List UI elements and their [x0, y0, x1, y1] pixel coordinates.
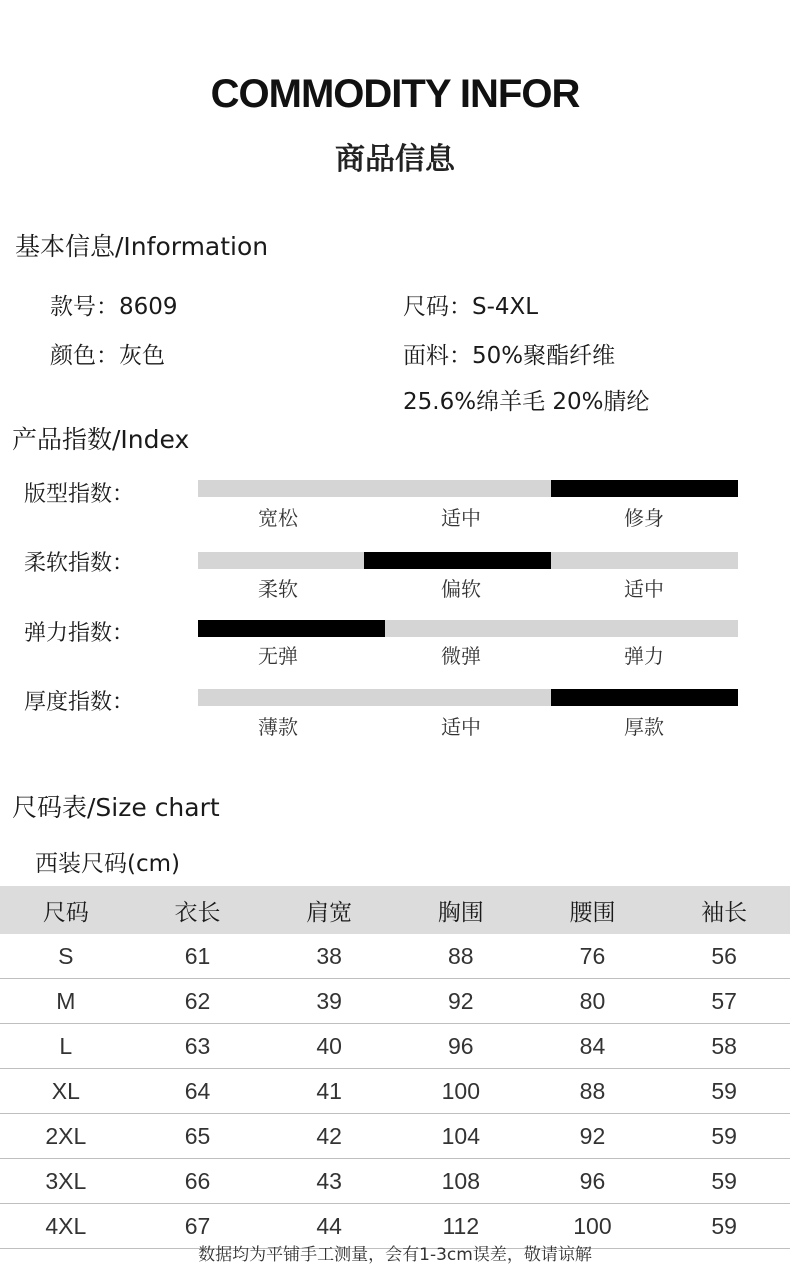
- measurement-footnote: 数据均为平铺手工测量，会有1-3cm误差，敬请谅解: [198, 1245, 592, 1265]
- table-cell: 59: [658, 1069, 790, 1114]
- index-bar-selected: [551, 689, 738, 706]
- column-header: 尺码: [0, 886, 132, 934]
- table-cell: 64: [132, 1069, 264, 1114]
- table-cell: S: [0, 934, 132, 979]
- table-cell: 58: [658, 1024, 790, 1069]
- table-cell: 44: [263, 1204, 395, 1249]
- column-header: 腰围: [527, 886, 659, 934]
- table-cell: 3XL: [0, 1159, 132, 1204]
- table-cell: 59: [658, 1114, 790, 1159]
- fabric-info: 面料：50%聚酯纤维: [403, 343, 616, 369]
- table-cell: 41: [263, 1069, 395, 1114]
- size-chart-heading: 尺码表/Size chart: [12, 793, 220, 822]
- index-tick: 适中: [624, 577, 664, 601]
- column-header: 胸围: [395, 886, 527, 934]
- table-cell: 96: [527, 1159, 659, 1204]
- table-header-row: [0, 886, 790, 934]
- table-cell: 67: [132, 1204, 264, 1249]
- table-cell: 57: [658, 979, 790, 1024]
- style-number: 款号：8609: [50, 294, 178, 320]
- table-cell: 40: [263, 1024, 395, 1069]
- table-cell: XL: [0, 1069, 132, 1114]
- table-cell: 96: [395, 1024, 527, 1069]
- column-header: 肩宽: [263, 886, 395, 934]
- table-cell: 84: [527, 1024, 659, 1069]
- index-tick: 宽松: [258, 506, 298, 530]
- table-cell: M: [0, 979, 132, 1024]
- index-tick: 弹力: [624, 644, 664, 668]
- index-label: 厚度指数：: [24, 690, 135, 715]
- table-row: [0, 1024, 790, 1069]
- table-cell: 59: [658, 1159, 790, 1204]
- table-cell: 92: [395, 979, 527, 1024]
- column-header: 衣长: [132, 886, 264, 934]
- index-tick: 适中: [441, 715, 481, 739]
- table-cell: 56: [658, 934, 790, 979]
- table-cell: 104: [395, 1114, 527, 1159]
- index-bar: [198, 552, 738, 569]
- index-tick: 适中: [441, 506, 481, 530]
- index-tick: 薄款: [258, 715, 298, 739]
- index-bar-selected: [364, 552, 551, 569]
- table-cell: 62: [132, 979, 264, 1024]
- table-cell: 100: [527, 1204, 659, 1249]
- table-cell: 59: [658, 1204, 790, 1249]
- table-cell: 42: [263, 1114, 395, 1159]
- fabric-info-cont: 25.6%绵羊毛 20%腈纶: [403, 389, 650, 415]
- table-cell: 61: [132, 934, 264, 979]
- index-label: 版型指数：: [24, 482, 135, 507]
- basic-info-heading: 基本信息/Information: [15, 232, 269, 261]
- table-cell: 108: [395, 1159, 527, 1204]
- table-cell: 88: [527, 1069, 659, 1114]
- table-cell: 2XL: [0, 1114, 132, 1159]
- size-chart-subheading: 西装尺码(cm): [35, 851, 180, 877]
- table-row: [0, 1159, 790, 1204]
- index-heading: 产品指数/Index: [12, 425, 190, 454]
- index-bar: [198, 689, 738, 706]
- index-tick: 微弹: [441, 644, 481, 668]
- color-info: 颜色：灰色: [50, 343, 165, 369]
- index-bar-selected: [198, 620, 385, 637]
- column-header: 袖长: [658, 886, 790, 934]
- page-title-cn: 商品信息: [335, 142, 455, 177]
- table-cell: 63: [132, 1024, 264, 1069]
- size-table: [0, 886, 790, 1249]
- index-label: 柔软指数：: [24, 551, 135, 576]
- table-cell: 38: [263, 934, 395, 979]
- index-bar: [198, 620, 738, 637]
- page-title-en: COMMODITY INFOR: [210, 72, 580, 116]
- table-cell: 39: [263, 979, 395, 1024]
- index-label: 弹力指数：: [24, 621, 135, 646]
- table-row: [0, 979, 790, 1024]
- table-cell: L: [0, 1024, 132, 1069]
- table-row: [0, 1114, 790, 1159]
- index-tick: 无弹: [258, 644, 298, 668]
- table-cell: 43: [263, 1159, 395, 1204]
- table-cell: 4XL: [0, 1204, 132, 1249]
- size-range: 尺码：S-4XL: [403, 294, 539, 320]
- table-cell: 100: [395, 1069, 527, 1114]
- table-row: [0, 934, 790, 979]
- index-bar: [198, 480, 738, 497]
- index-tick: 偏软: [441, 577, 481, 601]
- table-row: [0, 1069, 790, 1114]
- table-cell: 112: [395, 1204, 527, 1249]
- table-cell: 66: [132, 1159, 264, 1204]
- index-tick: 修身: [624, 506, 664, 530]
- table-cell: 80: [527, 979, 659, 1024]
- index-bar-selected: [551, 480, 738, 497]
- table-cell: 88: [395, 934, 527, 979]
- table-cell: 92: [527, 1114, 659, 1159]
- table-cell: 76: [527, 934, 659, 979]
- index-tick: 厚款: [624, 715, 664, 739]
- index-tick: 柔软: [258, 577, 298, 601]
- table-cell: 65: [132, 1114, 264, 1159]
